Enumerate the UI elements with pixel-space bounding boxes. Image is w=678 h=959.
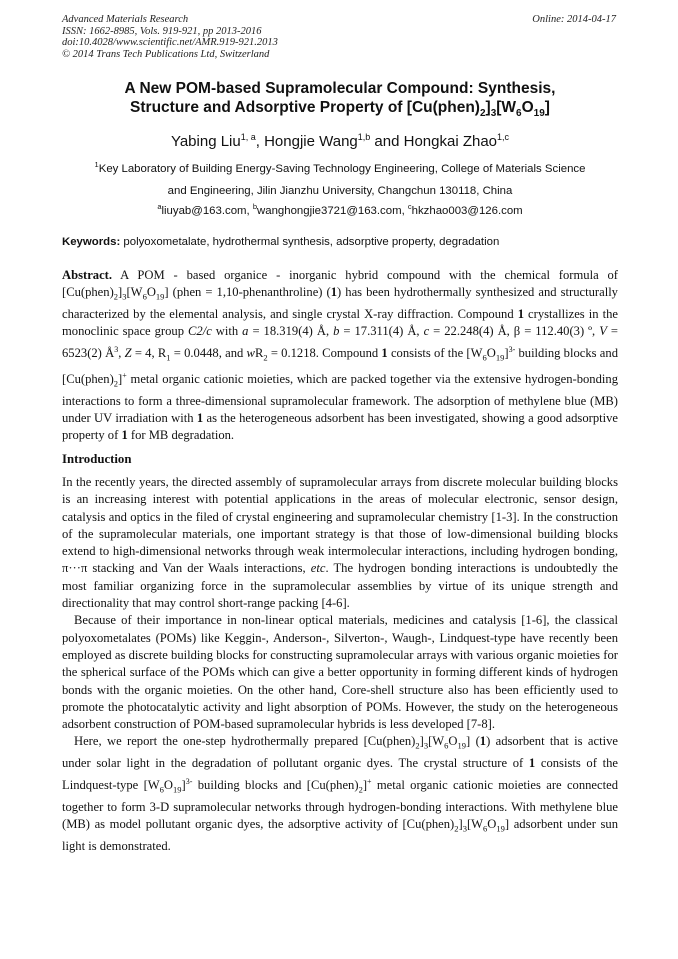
affiliation: $^1$Key Laboratory of Building Energy-Saving Technology Engineering, College of Materials Science and Engineering, Jilin Jianzhu University, Changchun 130118, China bbox=[94, 160, 586, 197]
copyright-line: © 2014 Trans Tech Publications Ltd, Switzerland bbox=[62, 48, 270, 60]
title-line-1: A New POM-based Supramolecular Compound: Synthesis, bbox=[124, 80, 556, 97]
paragraph: Here, we report the one-step hydrothermally prepared $[Cu(phen)_2]_3[W_6O_{19}]$ (1) adsorbent that is active under solar light in the degradation of pollutant organic dyes. The crystal structure of 1 consists of the Lindquest-type $[W_6O_{19}]^{3-}$ building blocks and $[Cu(phen)_2]^+$ metal organic cationic moieties are connected together to form 3-D supramolecular networks through hydrogen-bonding interactions. With methylene blue (MB) as model pollutant organic dyes, the adsorptive activity of $[Cu(phen)_2]_3[W_6O_{19}]$ adsorbent under sun light is demonstrated. bbox=[62, 734, 618, 853]
doi-line[interactable]: doi:10.4028/www.scientific.net/AMR.919-921.2013 bbox=[62, 37, 278, 48]
journal-name: Advanced Materials Research bbox=[62, 14, 189, 25]
email-link[interactable]: hkzhao003@126.com bbox=[411, 204, 523, 217]
email-link[interactable]: liuyab@163.com, bbox=[161, 204, 253, 217]
author-emails: $^a$liuyab@163.com, $^b$wanghongjie3721@163.com, $^c$hkzhao003@126.com bbox=[157, 202, 523, 217]
online-date: Online: 2014-04-17 bbox=[532, 14, 616, 25]
paper-title bbox=[62, 79, 618, 123]
title-line-2: Structure and Adsorptive Property of $[Cu(phen)_2]_3[W_6O_{19}]$ bbox=[130, 99, 550, 120]
section-heading-introduction: Introduction bbox=[62, 452, 132, 466]
introduction-body bbox=[62, 474, 618, 855]
email-link[interactable]: wanghongjie3721@163.com, bbox=[257, 204, 408, 217]
paragraph: In the recently years, the directed assembly of supramolecular arrays from discrete molecular building blocks is an increasing interest with potential applications in the areas of molecular electronic, sensor design, catalysis and optics in the filed of crystal engineering and supramolecular chemistry [1-3]. In the construction of the supramolecular materials, one important strategy is that those of low-dimensional building blocks extend to high-dimensional networks through weak intermolecular interactions, including hydrogen bonding, π···π stacking and Van der Waals interactions, etc. The hydrogen bonding interactions is undoubtedly the most familiar organizing force in the supramolecular assemblies by virtue of its unique strength and directionality that may control short-range packing [4-6]. bbox=[62, 475, 618, 611]
journal-header bbox=[62, 14, 402, 60]
issn-line: ISSN: 1662-8985, Vols. 919-921, pp 2013-2016 bbox=[62, 25, 262, 37]
paragraph: Because of their importance in non-linear optical materials, medicines and catalysis [1-6], the classical polyoxometalates (POMs) like Keggin-, Anderson-, Silverton-, Waugh-, Lindquest-type have recently been employed as discrete building blocks for constructing supramolecular arrays with various organic moieties for the spherical surface of the POMs which can give a better opportunity in forming different kinds of hydrogen bonds with the organic moieties. On the other hand, Core-shell structure also has been efficiently used to promote the photocatalytic activity and light absorption of POMs. However, the study on the heterogeneous adsorbent construction of POM-based supramolecular hybrids is less developed [7-8]. bbox=[62, 613, 618, 732]
author-list: Yabing Liu$^{1, a}$, Hongjie Wang$^{1,b}$ and Hongkai Zhao$^{1,c}$ bbox=[170, 132, 510, 150]
abstract: Abstract. A POM - based organice - inorganic hybrid compound with the chemical formula of $[Cu(phen)_2]_3[W_6O_{19}]$ (phen = 1,10-phenanthroline) (1) has been hydrothermally synthesized and structurally characterized by the elemental analysis, and single crystal X-ray diffraction. Compound 1 crystallizes in the monoclinic space group C2/c with a = 18.319(4) Å, b = 17.311(4) Å, c = 22.248(4) Å, β = 112.40(3) º, V = 6523(2) $Å^3$, Z = 4, $R_1 = 0.0448$, and $wR_2 = 0.1218$. Compound 1 consists of the $[W_6O_{19}]^{3-}$ building blocks and $[Cu(phen)_2]^+$ metal organic cationic moieties, which are packed together via the extensive hydrogen-bonding interactions to form a three-dimensional supramolecular framework. The adsorption of methylene blue (MB) under UV irradiation with 1 as the heterogeneous adsorbent has been investigated, showing a good adsorptive property of 1 for MB degradation. bbox=[62, 268, 618, 443]
keywords: Keywords: polyoxometalate, hydrothermal synthesis, adsorptive property, degradation bbox=[62, 236, 500, 248]
